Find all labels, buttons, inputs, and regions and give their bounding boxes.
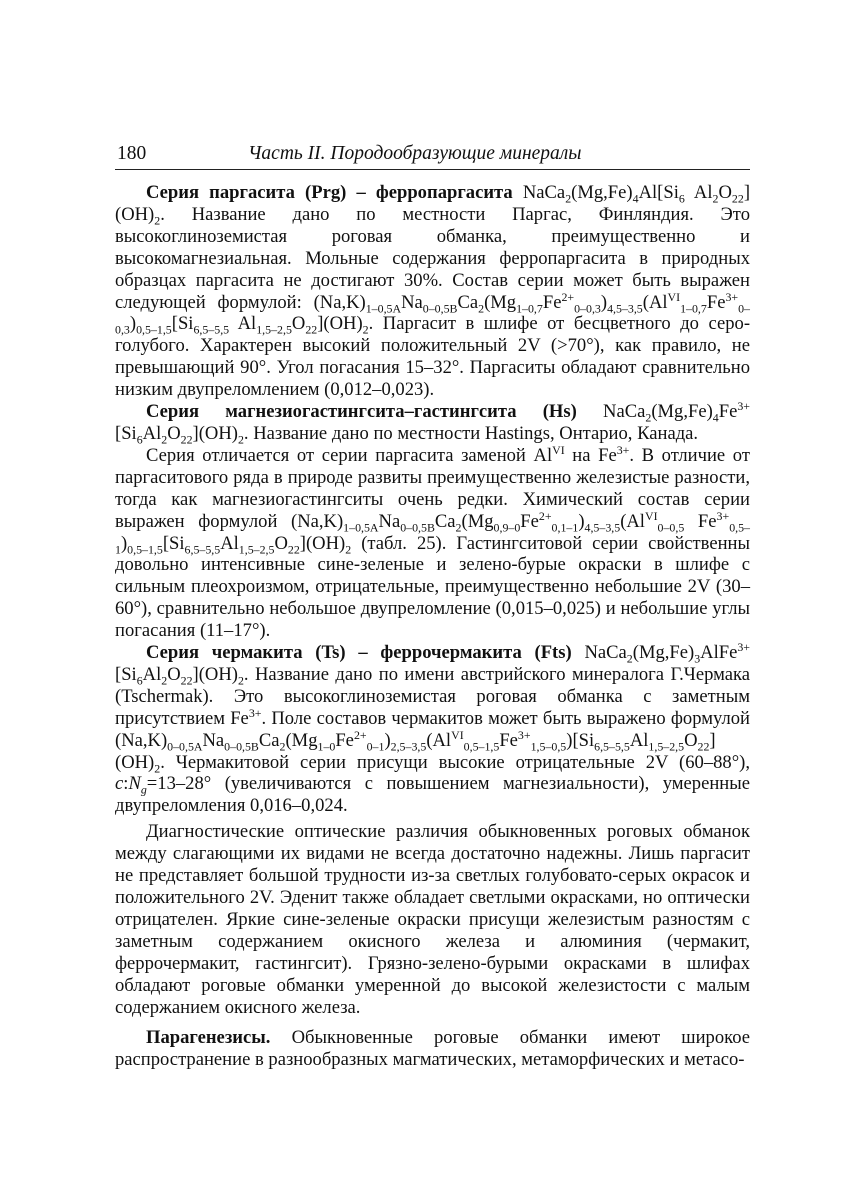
text-run: Fe: [684, 510, 717, 532]
subscript: 2: [279, 739, 286, 754]
text-run: O: [167, 422, 181, 444]
subscript: 22: [731, 191, 744, 206]
subscript: 22: [180, 432, 193, 447]
italic-symbol: N: [128, 773, 141, 795]
text-run: Al: [142, 663, 162, 685]
superscript: VI: [552, 442, 565, 457]
text-run: [Si: [115, 422, 137, 444]
text-run: AlFe: [700, 642, 738, 664]
running-title: Часть II. Породообразующие минералы: [248, 143, 582, 164]
text-run: O: [718, 182, 732, 203]
paragraph: [115, 182, 750, 401]
superscript: 3+: [248, 705, 262, 720]
text-run: NaCa: [512, 182, 566, 203]
text-run: . В отличие от паргаситового ряда в природе развиты преимущественно железистые разности, тогда как магнезиогастингситы очень редки. Химический состав серии выражен формулой (Na,K): [115, 444, 750, 532]
text-run: ): [384, 729, 391, 751]
text-run: . Поле составов чермакитов может быть выражено формулой (Na,K): [115, 707, 750, 751]
text-run: ](OH): [317, 313, 363, 335]
text-run: (Mg,Fe): [632, 642, 695, 664]
superscript: 3+: [737, 398, 750, 413]
subscript: 6: [136, 432, 143, 447]
text-run: Диагностические оптические различия обыкновенных роговых обманок между слагающими их видами не всегда достаточно надежны. Лишь паргасит не представляет большой трудности из-за светлых голубовато-серых окрасок и положительного 2V. Эденит также обладает светлыми окрасками, но оптически отрицателен. Яркие сине-зеленые окраски присущи железистым разностям с заметным содержанием окисного железа и алюминия (чермакит, феррочермакит, гастингсит). Грязно-зелено-бурыми окрасками в шлифах обладают роговые обманки умеренной до высокой железистости с малым содержанием окисного железа.: [115, 821, 750, 1018]
text-run: (табл. 25). Гастингситовой серии свойственны довольно интенсивные сине-зеленые и зелено-бурые окраски в шлифе с сильным плеохроизмом, отрицательные, преимущественно небольшие 2V (30–60°), сравнительно небольшое двупреломление (0,015–0,025) и небольшие углы погасания (11–17°).: [115, 532, 750, 642]
paragraph: [115, 442, 750, 642]
subscript: 2: [161, 432, 168, 447]
subscript: 22: [305, 323, 318, 338]
subscript: 3: [694, 651, 701, 666]
subscript: 2: [478, 301, 485, 316]
text-run: ](OH): [192, 663, 238, 685]
subscript: g: [140, 783, 147, 798]
bold-heading: Серия магнезиогастингсита–гастингсита (Hs): [146, 401, 577, 423]
superscript: 2+: [538, 508, 552, 523]
text-run: Ca: [457, 291, 479, 313]
subscript: 2,5–3,5: [390, 739, 427, 754]
text-run: Обыкновенные роговые обманки имеют широкое распространение в разнообразных магматических, метаморфических и метасо-: [115, 1027, 750, 1071]
subscript: 0,5–1: [115, 520, 750, 557]
text-run: [Si: [115, 663, 137, 685]
subscript: 0,5–1,5: [463, 739, 500, 754]
text-run: Al: [629, 729, 649, 751]
text-run: Fe: [542, 291, 562, 313]
subscript: 0,1–1: [551, 520, 579, 535]
text-run: Fe: [335, 729, 354, 751]
subscript: 6,5–5,5: [184, 542, 221, 557]
text-run: Na: [378, 510, 401, 532]
text-run: NaCa: [571, 642, 627, 664]
subscript: 0,5–1,5: [127, 542, 163, 557]
text-run: (Mg: [285, 729, 318, 751]
subscript: 1–0,5A: [343, 520, 379, 535]
text-run: ): [578, 510, 585, 532]
subscript: 2: [161, 673, 168, 688]
text-run: =13–28° (увеличиваются с повышением магнезиальности), умеренные двупреломления 0,016–0,024.: [115, 773, 750, 817]
text-run: . Название дано по местности Hastings, Онтарио, Канада.: [243, 422, 699, 444]
text-run: ): [120, 532, 128, 554]
subscript: 6,5–5,5: [594, 739, 630, 754]
subscript: 0–0,5B: [224, 739, 259, 754]
text-run: Al: [229, 313, 257, 335]
superscript: 3+: [716, 508, 730, 523]
subscript: 1–0,7: [516, 301, 543, 316]
subscript: 2: [345, 542, 352, 557]
subscript: 6: [678, 191, 685, 206]
subscript: 2: [645, 410, 652, 425]
text-run: . Чермакитовой серии присущи высокие отрицательные 2V (60–88°),: [160, 751, 750, 773]
superscript: VI: [644, 508, 658, 523]
text-run: Na: [401, 291, 423, 313]
superscript: 2+: [561, 289, 575, 304]
text-run: на Fe: [564, 444, 617, 466]
superscript: VI: [667, 289, 681, 304]
superscript: 2+: [353, 727, 367, 742]
bold-heading: Парагенезисы.: [146, 1027, 271, 1049]
text-run: Al: [220, 532, 239, 554]
text-run: Al[Si: [638, 182, 679, 203]
text-run: NaCa: [576, 401, 646, 423]
subscript: 1–0: [317, 739, 336, 754]
subscript: 0–1: [366, 739, 385, 754]
paragraph: [115, 639, 751, 817]
subscript: 2: [237, 673, 244, 688]
subscript: 4,5–3,5: [607, 301, 643, 316]
text-run: Al: [684, 182, 713, 203]
text-run: . Название дано по местности Паргас, Финляндия. Это высокоглиноземистая роговая обманка, преимущественно и высокомагнезиальная. Мольные содержания ферропаргасита в природных образцах паргасита не достигают 30%. Состав серии может быть выражен следующей формулой: (Na,K): [115, 203, 750, 313]
superscript: VI: [451, 727, 464, 742]
subscript: 1,5–0,5: [530, 739, 567, 754]
text-run: Al: [142, 422, 162, 444]
text-run: (Al: [426, 729, 452, 751]
subscript: 4,5–3,5: [584, 520, 621, 535]
subscript: 0,5–1,5: [136, 323, 172, 338]
text-run: Na: [202, 729, 225, 751]
text-run: Fe: [718, 401, 738, 423]
text-run: Fe: [520, 510, 539, 532]
text-run: )[Si: [566, 729, 595, 751]
subscript: 1,5–2,5: [238, 542, 275, 557]
text-run: ] (OH): [115, 729, 716, 773]
bold-heading: Серия чермакита (Ts) – феррочермакита (Fts): [146, 642, 572, 664]
paragraph: [115, 821, 750, 1018]
subscript: 0–0,3: [574, 301, 601, 316]
text-run: (Mg: [484, 291, 517, 313]
text-run: Ca: [258, 729, 280, 751]
subscript: 22: [180, 673, 193, 688]
paragraph: [115, 398, 750, 447]
text-run: (Mg,Fe): [571, 182, 633, 203]
superscript: 3+: [737, 639, 751, 654]
text-run: ): [129, 313, 137, 335]
text-run: ] (OH): [115, 182, 751, 225]
subscript: 1,5–2,5: [648, 739, 685, 754]
text-run: O: [291, 313, 306, 335]
subscript: 2: [154, 213, 161, 228]
text-run: (Mg: [461, 510, 494, 532]
text-run: . Название дано по имени австрийского минералога Г.Чермака (Tschermak). Это высокоглиноземистая роговая обманка с заметным присутствием Fe: [115, 663, 750, 729]
subscript: 2: [237, 432, 244, 447]
text-run: :: [123, 773, 129, 795]
subscript: 0–0,5B: [400, 520, 435, 535]
superscript: 3+: [517, 727, 531, 742]
subscript: 2: [154, 761, 161, 776]
subscript: 1,5–2,5: [256, 323, 292, 338]
subscript: 0–0,5: [657, 520, 685, 535]
subscript: 0–0,5A: [167, 739, 203, 754]
subscript: 2: [455, 520, 462, 535]
subscript: 0–0,3: [115, 301, 750, 338]
body-text: [115, 182, 750, 1071]
subscript: 6,5–5,5: [193, 323, 230, 338]
subscript: 2: [626, 651, 633, 666]
subscript: 2: [712, 191, 719, 206]
text-run: Серия отличается от серии паргасита заменой Al: [146, 444, 553, 466]
text-run: O: [167, 663, 181, 685]
subscript: 6: [136, 673, 143, 688]
text-run: O: [684, 729, 698, 751]
subscript: 2: [565, 191, 572, 206]
text-run: ](OH): [192, 422, 238, 444]
page-number: 180: [117, 143, 147, 164]
text-run: ): [600, 291, 608, 313]
text-run: Fe: [499, 729, 518, 751]
text-run: ](OH): [299, 532, 346, 554]
subscript: 2: [362, 323, 369, 338]
subscript: 0,9–0: [493, 520, 521, 535]
text-run: Ca: [434, 510, 456, 532]
text-run: [Si: [162, 532, 185, 554]
text-run: (Al: [642, 291, 668, 313]
text-run: (Mg,Fe): [651, 401, 713, 423]
text-run: [Si: [171, 313, 194, 335]
italic-symbol: c: [115, 773, 124, 795]
subscript: 22: [697, 739, 710, 754]
paragraph: [115, 1027, 750, 1071]
subscript: 0–0,5B: [422, 301, 458, 316]
running-head: [115, 143, 750, 170]
text-run: Fe: [706, 291, 726, 313]
superscript: 3+: [725, 289, 739, 304]
subscript: 4: [632, 191, 639, 206]
superscript: 3+: [616, 442, 630, 457]
subscript: 4: [712, 410, 719, 425]
subscript: 1–0,5A: [365, 301, 402, 316]
text-run: (Al: [620, 510, 645, 532]
bold-heading: Серия паргасита (Prg) – ферропаргасита: [146, 182, 513, 203]
text-run: . Паргасит в шлифе от бесцветного до серо-голубого. Характерен высокий положительный 2V (>70°), как правило, не превышающий 90°. Угол погасания 15–32°. Паргаситы обладают сравнительно низким двупреломлением (0,012–0,023).: [115, 313, 751, 401]
subscript: 22: [287, 542, 300, 557]
text-run: O: [274, 532, 288, 554]
subscript: 1–0,7: [680, 301, 707, 316]
